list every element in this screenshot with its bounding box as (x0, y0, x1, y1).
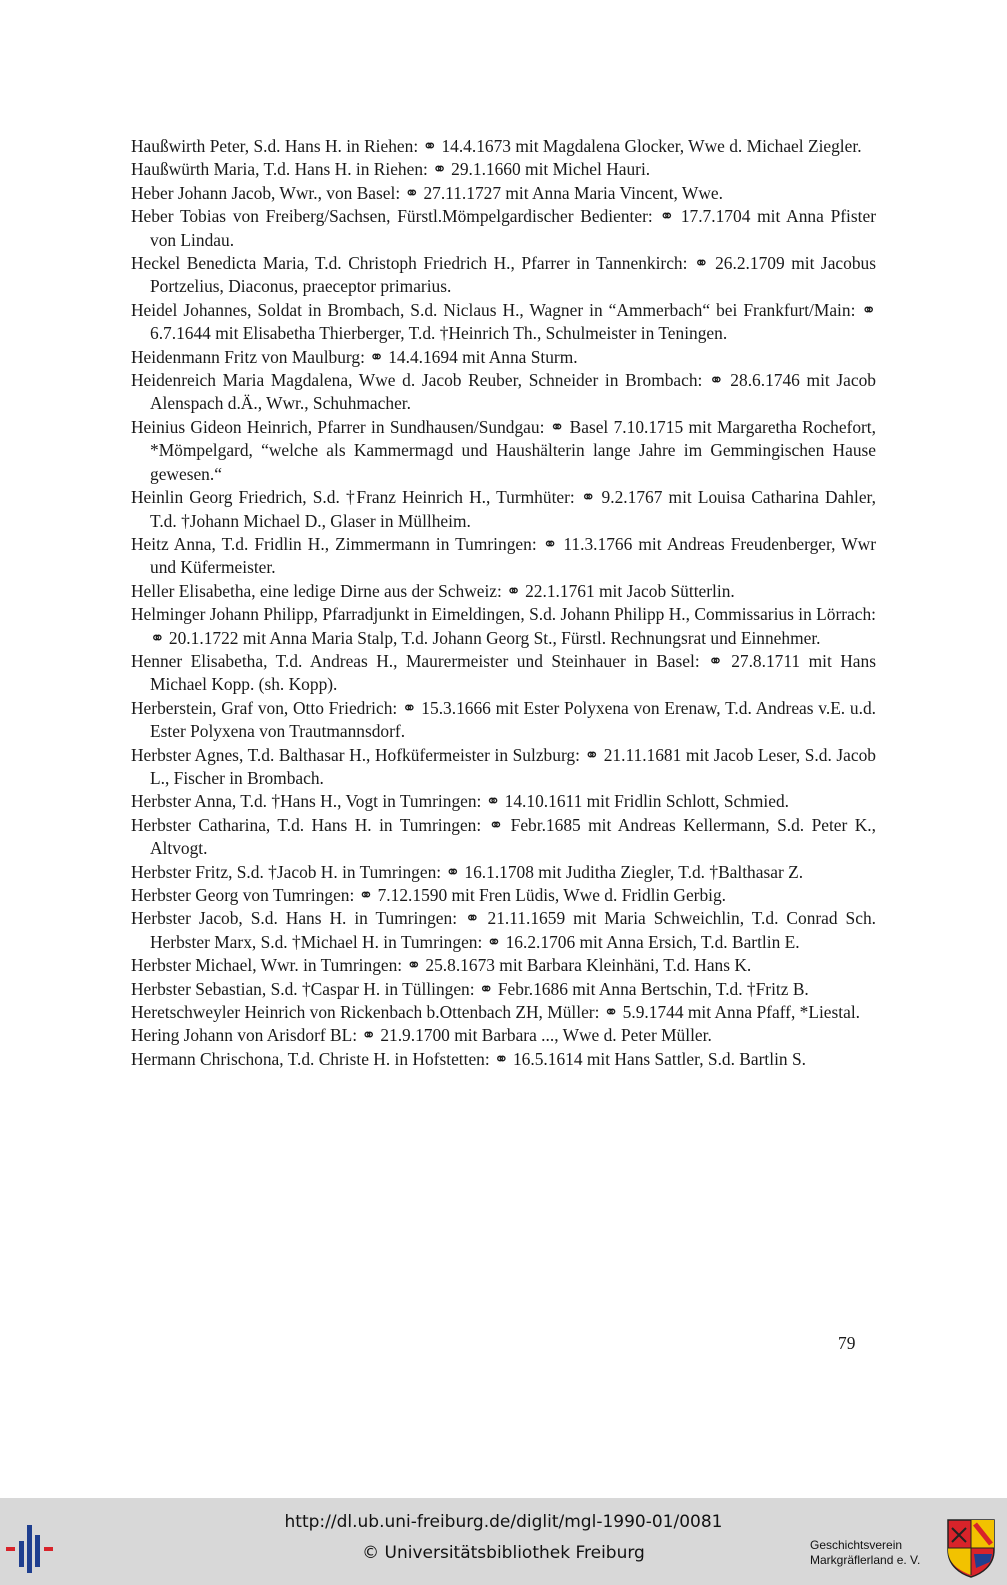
register-entry: Heinlin Georg Friedrich, S.d. †Franz Heinrich H., Turmhüter: ⚭ 9.2.1767 mit Louisa Catharina Dahler, T.d. †Johann Michael D., Glaser in Müllheim. (131, 487, 876, 531)
footer-bar (0, 1498, 1007, 1585)
register-entry: Herberstein, Graf von, Otto Friedrich: ⚭ 15.3.1666 mit Ester Polyxena von Erenaw, T.d. Andreas v.E. u.d. Ester Polyxena von Trautmannsdorf. (131, 697, 876, 742)
register-entry: Heckel Benedicta Maria, T.d. Christoph Friedrich H., Pfarrer in Tannenkirch: ⚭ 26.2.1709 mit Jacobus Portzelius, Diaconus, praeceptor primarius. (131, 253, 876, 297)
register-entry: Heber Johann Jacob, Wwr., von Basel: ⚭ 27.11.1727 mit Anna Maria Vincent, Wwe. (131, 182, 723, 203)
register-entry: Haußwürth Maria, T.d. Hans H. in Riehen: ⚭ 29.1.1660 mit Michel Hauri. (131, 159, 651, 180)
register-entry: Heber Tobias von Freiberg/Sachsen, Fürstl.Mömpelgardischer Bedienter: ⚭ 17.7.1704 mit Anna Pfister von Lindau. (131, 206, 876, 250)
register-entry: Herbster Catharina, T.d. Hans H. in Tumringen: ⚭ Febr.1685 mit Andreas Kellermann, S.d. Peter K., Altvogt. (131, 814, 876, 859)
register-entry: Heidenreich Maria Magdalena, Wwe d. Jacob Reuber, Schneider in Brombach: ⚭ 28.6.1746 mit Jacob Alenspach d.Ä., Wwr., Schuhmacher. (131, 370, 876, 414)
register-entry: Herbster Fritz, S.d. †Jacob H. in Tumringen: ⚭ 16.1.1708 mit Juditha Ziegler, T.d. †Balthasar Z. (131, 861, 804, 882)
coat-of-arms-icon (946, 1518, 996, 1578)
register-entry: Heitz Anna, T.d. Fridlin H., Zimmermann in Tumringen: ⚭ 11.3.1766 mit Andreas Freudenberger, Wwr und Küfermeister. (131, 533, 876, 578)
register-entry: Herbster Agnes, T.d. Balthasar H., Hofküfermeister in Sulzburg: ⚭ 21.11.1681 mit Jacob Leser, S.d. Jacob L., Fischer in Brombach. (131, 744, 876, 788)
register-entry: Heidel Johannes, Soldat in Brombach, S.d. Niclaus H., Wagner in “Ammerbach“ bei Frankfurt/Main: ⚭ 6.7.1644 mit Elisabetha Thierberger, T.d. †Heinrich Th., Schulmeister in Teningen. (131, 299, 876, 344)
society-name-line-2: Markgräflerland e. V. (810, 1553, 921, 1567)
register-entry: Hermann Chrischona, T.d. Christe H. in Hofstetten: ⚭ 16.5.1614 mit Hans Sattler, S.d. Bartlin S. (131, 1048, 806, 1069)
copyright-notice: © Universitätsbibliothek Freiburg (362, 1543, 645, 1563)
register-entry: Herbster Sebastian, S.d. †Caspar H. in Tüllingen: ⚭ Febr.1686 mit Anna Bertschin, T.d. †Fritz B. (131, 978, 809, 999)
register-entry: Herbster Michael, Wwr. in Tumringen: ⚭ 25.8.1673 mit Barbara Kleinhäni, T.d. Hans K. (131, 955, 752, 976)
source-url-link[interactable]: http://dl.ub.uni-freiburg.de/diglit/mgl-1990-01/0081 (284, 1512, 723, 1532)
register-entry: Heinius Gideon Heinrich, Pfarrer in Sundhausen/Sundgau: ⚭ Basel 7.10.1715 mit Margaretha Rochefort, *Mömpelgard, “welche als Kammermagd und Haushälterin lange Jahre im Gemmingischen Hause gewesen.“ (131, 416, 876, 484)
register-entry: Heidenmann Fritz von Maulburg: ⚭ 14.4.1694 mit Anna Sturm. (131, 346, 578, 367)
register-entry: Herbster Jacob, S.d. Hans H. in Tumringen: ⚭ 21.11.1659 mit Maria Schweichlin, T.d. Conrad Sch. Herbster Marx, S.d. †Michael H. in Tumringen: ⚭ 16.2.1706 mit Anna Ersich, T.d. Bartlin E. (131, 908, 876, 952)
society-name-line-1: Geschichtsverein (810, 1538, 903, 1552)
entry-list (131, 135, 876, 1071)
register-entry: Heretschweyler Heinrich von Rickenbach b.Ottenbach ZH, Müller: ⚭ 5.9.1744 mit Anna Pfaff, *Liestal. (131, 1002, 861, 1023)
register-entry: Haußwirth Peter, S.d. Hans H. in Riehen: ⚭ 14.4.1673 mit Magdalena Glocker, Wwe d. Michael Ziegler. (131, 136, 862, 156)
society-name[interactable] (810, 1538, 920, 1568)
register-entry: Hering Johann von Arisdorf BL: ⚭ 21.9.1700 mit Barbara ..., Wwe d. Peter Müller. (131, 1025, 712, 1046)
register-entry: Helminger Johann Philipp, Pfarradjunkt in Eimeldingen, S.d. Johann Philipp H., Commissarius in Lörrach: ⚭ 20.1.1722 mit Anna Maria Stalp, T.d. Johann Georg St., Fürstl. Rechnungsrat und Einnehmer. (131, 604, 876, 648)
register-entry: Henner Elisabetha, T.d. Andreas H., Maurermeister und Steinhauer in Basel: ⚭ 27.8.1711 mit Hans Michael Kopp. (sh. Kopp). (131, 650, 876, 695)
register-entry: Herbster Anna, T.d. †Hans H., Vogt in Tumringen: ⚭ 14.10.1611 mit Fridlin Schlott, Schmied. (131, 791, 790, 812)
register-entry: Heller Elisabetha, eine ledige Dirne aus der Schweiz: ⚭ 22.1.1761 mit Jacob Sütterlin. (131, 580, 735, 601)
page-number: 79 (838, 1333, 856, 1353)
register-entry: Herbster Georg von Tumringen: ⚭ 7.12.1590 mit Fren Lüdis, Wwe d. Fridlin Gerbig. (131, 885, 727, 905)
